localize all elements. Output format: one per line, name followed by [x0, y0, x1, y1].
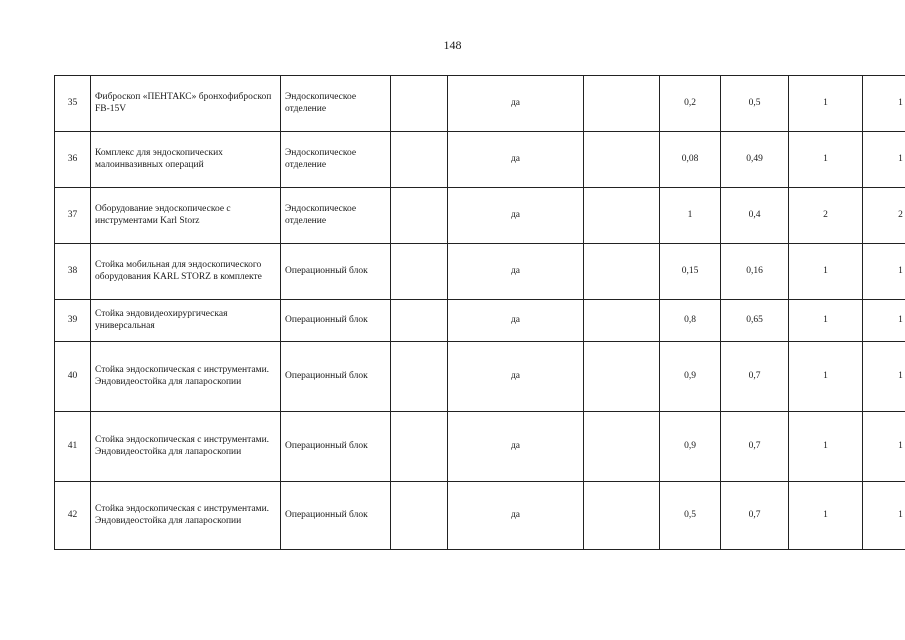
value-2: 0,7	[721, 482, 789, 550]
table-row	[55, 188, 905, 244]
row-number: 41	[55, 412, 91, 482]
value-2: 0,7	[721, 412, 789, 482]
department: Операционный блок	[281, 412, 391, 482]
value-3: 1	[789, 482, 863, 550]
value-3: 1	[789, 244, 863, 300]
table-row	[55, 76, 905, 132]
value-4: 1	[863, 482, 905, 550]
value-2: 0,16	[721, 244, 789, 300]
department: Операционный блок	[281, 244, 391, 300]
row-number: 38	[55, 244, 91, 300]
empty-cell	[584, 300, 660, 342]
value-1: 0,9	[660, 412, 721, 482]
value-3: 1	[789, 412, 863, 482]
table-row	[55, 300, 905, 342]
availability: да	[448, 482, 584, 550]
empty-cell	[584, 412, 660, 482]
value-3: 1	[789, 76, 863, 132]
availability: да	[448, 412, 584, 482]
value-3: 1	[789, 132, 863, 188]
value-1: 0,8	[660, 300, 721, 342]
empty-cell	[391, 412, 448, 482]
empty-cell	[391, 76, 448, 132]
equipment-name: Стойка эндоскопическая с инструментами. Эндовидеостойка для лапароскопии	[91, 412, 281, 482]
department: Эндоскопическое отделение	[281, 76, 391, 132]
row-number: 42	[55, 482, 91, 550]
value-1: 0,9	[660, 342, 721, 412]
value-4: 1	[863, 76, 905, 132]
value-4: 2	[863, 188, 905, 244]
table-row	[55, 412, 905, 482]
value-1: 0,08	[660, 132, 721, 188]
empty-cell	[584, 244, 660, 300]
availability: да	[448, 342, 584, 412]
empty-cell	[391, 132, 448, 188]
value-2: 0,49	[721, 132, 789, 188]
equipment-name: Стойка эндоскопическая с инструментами. Эндовидеостойка для лапароскопии	[91, 482, 281, 550]
empty-cell	[584, 342, 660, 412]
table-row	[55, 244, 905, 300]
department: Операционный блок	[281, 342, 391, 412]
equipment-name: Стойка мобильная для эндоскопического оборудования KARL STORZ в комплекте	[91, 244, 281, 300]
department: Эндоскопическое отделение	[281, 132, 391, 188]
equipment-table	[54, 75, 905, 550]
value-3: 1	[789, 342, 863, 412]
row-number: 36	[55, 132, 91, 188]
value-4: 1	[863, 244, 905, 300]
department: Операционный блок	[281, 300, 391, 342]
value-1: 1	[660, 188, 721, 244]
page-number: 148	[443, 38, 462, 52]
table-row	[55, 342, 905, 412]
equipment-name: Стойка эндоскопическая с инструментами. Эндовидеостойка для лапароскопии	[91, 342, 281, 412]
value-2: 0,65	[721, 300, 789, 342]
empty-cell	[584, 76, 660, 132]
value-4: 1	[863, 132, 905, 188]
empty-cell	[584, 188, 660, 244]
equipment-name: Оборудование эндоскопическое с инструментами Karl Storz	[91, 188, 281, 244]
value-1: 0,5	[660, 482, 721, 550]
value-2: 0,7	[721, 342, 789, 412]
value-2: 0,4	[721, 188, 789, 244]
availability: да	[448, 76, 584, 132]
empty-cell	[584, 132, 660, 188]
value-4: 1	[863, 300, 905, 342]
value-1: 0,2	[660, 76, 721, 132]
row-number: 37	[55, 188, 91, 244]
department: Эндоскопическое отделение	[281, 188, 391, 244]
value-2: 0,5	[721, 76, 789, 132]
equipment-name: Комплекс для эндоскопических малоинвазивных операций	[91, 132, 281, 188]
value-3: 1	[789, 300, 863, 342]
equipment-name: Фиброскоп «ПЕНТАКС» бронхофиброскоп FB-15V	[91, 76, 281, 132]
table-row	[55, 132, 905, 188]
row-number: 40	[55, 342, 91, 412]
empty-cell	[584, 482, 660, 550]
availability: да	[448, 244, 584, 300]
row-number: 39	[55, 300, 91, 342]
value-1: 0,15	[660, 244, 721, 300]
table-row	[55, 482, 905, 550]
empty-cell	[391, 342, 448, 412]
value-3: 2	[789, 188, 863, 244]
equipment-name: Стойка эндовидеохирургическая универсальная	[91, 300, 281, 342]
department: Операционный блок	[281, 482, 391, 550]
availability: да	[448, 132, 584, 188]
row-number: 35	[55, 76, 91, 132]
empty-cell	[391, 244, 448, 300]
empty-cell	[391, 482, 448, 550]
empty-cell	[391, 300, 448, 342]
value-4: 1	[863, 412, 905, 482]
availability: да	[448, 188, 584, 244]
availability: да	[448, 300, 584, 342]
empty-cell	[391, 188, 448, 244]
value-4: 1	[863, 342, 905, 412]
